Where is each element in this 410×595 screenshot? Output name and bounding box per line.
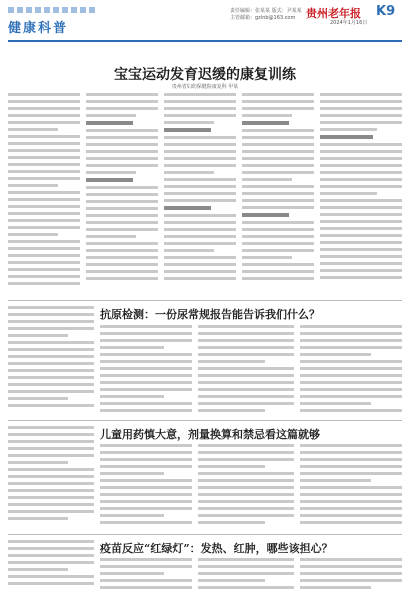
meta-line-1: 责任编辑：张某某 版式：尹某某 bbox=[230, 8, 302, 14]
article-2-title: 抗原检测：一份尿常规报告能告诉我们什么？ bbox=[100, 308, 320, 321]
article-4-col-3 bbox=[198, 558, 294, 592]
article-3-col-1 bbox=[8, 426, 94, 531]
article-divider-3 bbox=[8, 534, 402, 535]
article-4-col-2 bbox=[100, 558, 192, 592]
article-1-byline: 贵州省妇幼保健院康复科 甲某 bbox=[171, 84, 239, 90]
section-name: 健康科普 bbox=[8, 21, 69, 36]
meta-line-2: 主管邮箱：gzlnb@163.com bbox=[230, 15, 296, 21]
article-divider-1 bbox=[8, 300, 402, 301]
article-3-col-4 bbox=[300, 444, 402, 530]
article-divider-2 bbox=[8, 420, 402, 421]
article-4-col-1 bbox=[8, 540, 94, 592]
article-3-col-2 bbox=[100, 444, 192, 530]
article-4-title: 疫苗反应“红绿灯”：发热、红肿，哪些该担心？ bbox=[100, 542, 333, 555]
article-1-col-4 bbox=[242, 93, 314, 293]
article-4-col-4 bbox=[300, 558, 402, 592]
article-3-title: 儿童用药慎大意，剂量换算和禁忌看这篇就够 bbox=[100, 428, 320, 441]
article-2-col-3 bbox=[198, 325, 294, 417]
newspaper-logo: 贵州老年报 bbox=[306, 7, 361, 20]
header-rule bbox=[8, 40, 402, 42]
article-1-col-1 bbox=[8, 93, 80, 293]
issue-date: 2024年1月16日 bbox=[330, 20, 368, 26]
header-decoration bbox=[8, 7, 98, 13]
article-2-col-1 bbox=[8, 306, 94, 416]
editor-info bbox=[230, 8, 302, 22]
article-2-col-2 bbox=[100, 325, 192, 417]
page-header bbox=[0, 0, 410, 45]
article-3-col-3 bbox=[198, 444, 294, 530]
article-1-col-5 bbox=[320, 93, 402, 293]
article-1-title: 宝宝运动发育迟缓的康复训练 bbox=[114, 67, 296, 83]
article-2-col-4 bbox=[300, 325, 402, 417]
page-number: K9 bbox=[376, 4, 396, 19]
article-1-col-3 bbox=[164, 93, 236, 293]
article-1-col-2 bbox=[86, 93, 158, 293]
